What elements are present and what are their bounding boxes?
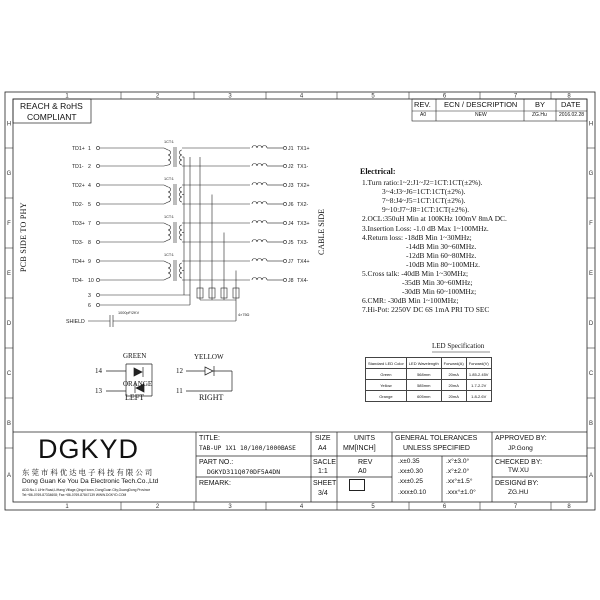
grid-column-label: 8	[567, 93, 571, 100]
primary-coil	[168, 263, 171, 268]
right-led-position: RIGHT	[199, 393, 224, 402]
secondary-coil	[180, 160, 183, 165]
primary-coil	[168, 273, 171, 278]
choke-coil	[262, 221, 267, 223]
pin-terminal	[96, 183, 99, 186]
led-spec-cell: Orange	[366, 391, 407, 402]
rj45-terminal	[283, 202, 286, 205]
electrical-spec-line: 4.Return loss: -18dB Min 1~30MHz;	[362, 232, 472, 242]
choke-coil	[252, 240, 257, 243]
secondary-coil	[180, 192, 183, 197]
led-spec-row	[366, 380, 492, 391]
electrical-spec-line: 1.Turn ratio:1~2:J1~J2=1CT:1CT(±2%).	[362, 178, 483, 187]
rj45-terminal	[283, 278, 286, 281]
led-spec-header: Forward(V)	[466, 358, 491, 369]
led-spec-cell: 20mA	[441, 391, 466, 402]
rj45-signal-label: TX3+	[297, 221, 310, 227]
secondary-coil	[180, 235, 183, 240]
schematic	[88, 146, 287, 328]
sheet-label: SHEET	[313, 480, 337, 487]
led-spec-cell: 20mA	[441, 369, 466, 380]
checked-label: CHECKED BY:	[495, 459, 543, 466]
rev-header: REV.	[414, 100, 431, 109]
electrical-spec-line: 7.Hi-Pot: 2250V DC 6S 1mA PRI TO SEC	[362, 305, 490, 315]
rev-value: A0	[420, 112, 427, 118]
pin-terminal	[96, 146, 99, 149]
pin-name-label: TD1-	[72, 164, 84, 170]
rj45-signal-label: TX2-	[297, 202, 309, 208]
primary-coil	[168, 192, 171, 197]
electrical-spec-line: 5.Cross talk: -40dB Min 1~30MHz;	[362, 269, 469, 278]
title-value: TAB-UP 1X1 10/100/1000BASE	[199, 445, 296, 452]
choke-coil	[252, 146, 257, 149]
grid-column-label: 5	[371, 504, 375, 510]
resistor-network-label: 4×75Ω	[238, 313, 250, 317]
choke-coil	[262, 278, 267, 281]
led-spec-cell: Yellow	[366, 380, 407, 391]
rj45-pin-label: J6	[288, 202, 294, 208]
rj45-terminal	[283, 259, 286, 262]
grid-row-label: G	[6, 171, 12, 177]
grid-column-label: 7	[513, 93, 518, 100]
compliance-line2: COMPLIANT	[27, 112, 77, 122]
grid-column-label: 1	[65, 504, 69, 510]
led-spec-row	[366, 391, 492, 402]
secondary-coil	[180, 230, 183, 235]
led-spec-cell: Green	[366, 369, 407, 380]
transformer-ratio-label: 1CT:1	[164, 177, 174, 181]
rj45-pin-label: J4	[288, 221, 294, 227]
pin-number-label: 5	[88, 202, 91, 208]
left-led-pin-top: 14	[95, 367, 102, 375]
green-led-label: GREEN	[123, 352, 147, 360]
left-led-position: LEFT	[125, 393, 145, 402]
led-spec-cell: 1.7-2.2V	[466, 380, 491, 391]
company-name-en: Dong Guan Ke You Da Electronic Tech.Co.,Ltd	[22, 478, 159, 485]
grid-row-label: C	[6, 371, 12, 377]
grid-row-label: B	[6, 421, 12, 427]
size-label: SIZE	[315, 435, 331, 442]
primary-coil	[168, 187, 171, 192]
secondary-coil	[180, 273, 183, 278]
rj45-terminal	[283, 221, 286, 224]
grid-column-label: 3	[228, 504, 232, 510]
company-address: ADD:No.1 LiHe Road,LiHang Village,Qingxi town, DongGuan City,GuangDong Province	[22, 488, 151, 492]
date-header: DATE	[561, 100, 581, 109]
choke-coil	[262, 183, 267, 186]
yellow-led-label: YELLOW	[194, 353, 224, 361]
led-spec-cell: 568mm	[406, 369, 441, 380]
pin-number-label: 4	[88, 183, 91, 189]
pin-name-label: TD3+	[72, 221, 85, 227]
electrical-spec-line: -12dB Min 60~80MHz.	[406, 250, 477, 260]
sheet-value: 3/4	[318, 490, 328, 497]
choke-coil	[262, 202, 267, 205]
pin-name-label: TD2+	[72, 183, 85, 189]
green-led-diode	[134, 368, 142, 376]
choke-coil	[252, 278, 257, 281]
choke-coil	[262, 164, 267, 167]
electrical-spec-line: -14dB Min 30~60MHz.	[406, 241, 477, 251]
left-led-pin-bottom: 13	[95, 387, 102, 395]
choke-coil	[257, 221, 262, 223]
rev-label: REV	[358, 459, 373, 466]
choke-coil	[262, 240, 267, 243]
pin-name-label: TD1+	[72, 146, 85, 152]
primary-coil	[168, 197, 171, 202]
pin-number-label: 2	[88, 164, 91, 170]
electrical-spec-line: 3.Insertion Loss: -1.0 dB Max 1~100MHz.	[362, 223, 489, 233]
tolerance-title-1: GENERAL TOLERANCES	[395, 435, 478, 442]
led-spec-cell: 1.85-2.45V	[466, 369, 491, 380]
scale-value: 1:1	[318, 468, 328, 475]
led-spec-header: Standard LED Color	[366, 358, 407, 369]
grid-row-label: A	[588, 473, 594, 479]
grid-row-label: F	[589, 221, 593, 227]
rj45-pin-label: J5	[288, 240, 294, 246]
led-spec-row	[366, 369, 492, 380]
grid-column-label: 7	[513, 504, 518, 510]
choke-coil	[257, 240, 262, 243]
by-value: ZG.Hu	[532, 112, 547, 118]
secondary-coil	[180, 155, 183, 160]
rev-value-block: A0	[358, 468, 367, 475]
grid-row-label: G	[588, 171, 594, 177]
grid-column-label: 6	[442, 504, 447, 510]
rj45-terminal	[283, 240, 286, 243]
pin-terminal	[96, 164, 99, 167]
rj45-pin-label: J1	[288, 146, 294, 152]
pin-name-label: TD4+	[72, 259, 85, 265]
company-contact: Tel:+86-0769-87334608; Fax:+86-0769-87847139 WWW.DGKYD.COM	[22, 493, 127, 497]
choke-coil	[257, 278, 262, 281]
primary-coil	[168, 155, 171, 160]
shield-label: SHIELD	[66, 319, 85, 325]
grid-column-label: 2	[155, 93, 160, 100]
approved-value: JP.Gong	[508, 445, 533, 452]
grid-column-label: 6	[442, 93, 447, 100]
grid-row-label: H	[588, 121, 594, 128]
tolerance-value: .x°±2.0°	[446, 468, 470, 475]
pin-terminal	[96, 303, 99, 306]
tolerance-value: .x±0.35	[398, 458, 420, 465]
pin-name-label: TD3-	[72, 240, 84, 246]
stamp-icon	[349, 479, 365, 491]
part-no-value: DGKYD311Q070DF5A4DN	[207, 468, 281, 476]
ecn-header: ECN / DESCRIPTION	[444, 100, 518, 109]
pcb-side-label: PCB SIDE TO PHY	[19, 202, 28, 272]
part-no-label: PART NO.:	[199, 459, 234, 466]
approved-label: APPROVED BY:	[495, 435, 547, 442]
grid-row-label: E	[588, 271, 594, 277]
pin-number-label: 1	[88, 146, 91, 152]
compliance-line1: REACH & RoHS	[20, 101, 83, 111]
date-value: 2016.02.28	[559, 112, 585, 118]
orange-led-label: ORANGE	[123, 380, 153, 388]
led-spec-table	[365, 357, 492, 402]
pin-name-label: TD4-	[72, 278, 84, 284]
rj45-signal-label: TX1-	[297, 164, 309, 170]
pin-terminal	[96, 278, 99, 281]
grid-column-label: 8	[567, 504, 571, 510]
rj45-signal-label: TX3-	[297, 240, 309, 246]
schematic-labels	[66, 140, 310, 325]
led-spec-header: Forward(A)	[441, 358, 466, 369]
choke-coil	[252, 183, 257, 186]
rj45-terminal	[283, 164, 286, 167]
grid-row-label: B	[588, 421, 594, 427]
transformer-ratio-label: 1CT:1	[164, 253, 174, 257]
primary-coil	[168, 160, 171, 165]
choke-coil	[257, 183, 262, 186]
led-spec-cell: 605mm	[406, 391, 441, 402]
company-logo: DGKYD	[38, 434, 140, 464]
grid-column-label: 2	[155, 504, 160, 510]
led-spec-cell: 20mA	[441, 380, 466, 391]
units-value: MM[INCH]	[343, 445, 376, 452]
ecn-value: NEW	[475, 112, 487, 118]
title-label: TITLE:	[199, 435, 221, 442]
electrical-spec-line: 6.CMR: -30dB Min 1~100MHz;	[362, 296, 459, 306]
choke-coil	[252, 259, 257, 262]
pin-terminal	[96, 240, 99, 243]
rj45-pin-label: J8	[288, 278, 294, 284]
transformer-ratio-label: 1CT:1	[164, 140, 174, 144]
grid-row-label: C	[588, 371, 594, 377]
by-header: BY	[535, 100, 546, 109]
electrical-spec-line: -10dB Min 80~100MHz.	[406, 259, 481, 269]
grid-row-label: F	[7, 221, 11, 227]
right-led-pin-bottom: 11	[176, 387, 183, 395]
primary-coil	[168, 230, 171, 235]
electrical-spec-line: 3~4:J3~J6=1CT:1CT(±2%).	[382, 187, 466, 197]
rj45-pin-label: J3	[288, 183, 294, 189]
pin-terminal	[96, 293, 99, 296]
led-spec-cell: 585mm	[406, 380, 441, 391]
primary-coil	[168, 235, 171, 240]
choke-coil	[257, 146, 262, 149]
electrical-title: Electrical:	[360, 167, 396, 176]
led-spec-cell: 1.8-2.6V	[466, 391, 491, 402]
tolerance-value: .x°±3.0°	[446, 458, 470, 465]
primary-coil	[168, 225, 171, 230]
tolerance-value: .xx±0.30	[398, 468, 423, 475]
pin-number-label: 3	[88, 293, 91, 299]
company-name-cn: 东 莞 市 科 优 达 电 子 科 技 有 限 公 司	[22, 468, 153, 477]
choke-coil	[252, 164, 257, 167]
electrical-spec-line: 7~8:J4~J5=1CT:1CT(±2%).	[382, 196, 466, 206]
pin-terminal	[96, 259, 99, 262]
tolerance-value: .xxx±0.10	[398, 489, 427, 496]
scale-label: SACLE	[313, 459, 336, 466]
capacitor-label: 1000pF/2KV	[118, 311, 140, 315]
choke-coil	[257, 164, 262, 167]
led-spec-title: LED Specification	[432, 342, 485, 350]
pin-number-label: 6	[88, 303, 91, 309]
tolerance-value: .xx±0.25	[398, 478, 423, 485]
rj45-terminal	[283, 146, 286, 149]
rj45-signal-label: TX4-	[297, 278, 309, 284]
pin-number-label: 10	[88, 278, 94, 284]
tolerance-title-2: UNLESS SPECIFIED	[403, 445, 470, 452]
secondary-coil	[180, 150, 183, 155]
units-label: UNITS	[354, 435, 375, 442]
pin-terminal	[96, 202, 99, 205]
rj45-terminal	[283, 183, 286, 186]
pin-number-label: 8	[88, 240, 91, 246]
electrical-spec-line: 2.OCL:350uH Min at 100KHz 100mV 8mA DC.	[362, 214, 507, 224]
rj45-pin-label: J7	[288, 259, 294, 265]
grid-row-label: D	[588, 321, 594, 327]
pin-number-label: 9	[88, 259, 91, 265]
pin-terminal	[96, 221, 99, 224]
secondary-coil	[180, 268, 183, 273]
choke-coil	[257, 259, 262, 262]
grid-column-label: 1	[65, 93, 69, 100]
electrical-spec-line: 9~10:J7~J8=1CT:1CT(±2%).	[382, 205, 470, 215]
electrical-spec-line: -30dB Min 60~100MHz;	[402, 287, 477, 297]
pin-number-label: 7	[88, 221, 91, 227]
yellow-led-diode	[205, 367, 213, 375]
designed-value: ZG.HU	[508, 489, 529, 496]
grid-column-label: 4	[299, 504, 304, 510]
led-spec-header: LED Wavelength	[406, 358, 441, 369]
choke-coil	[262, 259, 267, 262]
transformer-ratio-label: 1CT:1	[164, 215, 174, 219]
secondary-coil	[180, 263, 183, 268]
choke-coil	[257, 202, 262, 205]
cable-side-label: CABLE SIDE	[317, 209, 326, 255]
tolerance-value: .xx°±1.5°	[446, 478, 473, 485]
rj45-signal-label: TX1+	[297, 146, 310, 152]
designed-label: DESIGNd BY:	[495, 480, 539, 487]
rj45-signal-label: TX4+	[297, 259, 310, 265]
secondary-coil	[180, 225, 183, 230]
secondary-coil	[180, 187, 183, 192]
pin-name-label: TD2-	[72, 202, 84, 208]
grid-row-label: H	[6, 121, 12, 128]
grid-row-label: A	[6, 473, 12, 479]
size-value: A4	[318, 445, 327, 452]
right-led-pin-top: 12	[176, 367, 183, 375]
rj45-pin-label: J2	[288, 164, 294, 170]
choke-coil	[262, 146, 267, 149]
choke-coil	[252, 202, 257, 205]
checked-value: TW.XU	[508, 467, 529, 474]
primary-coil	[168, 268, 171, 273]
rj45-signal-label: TX2+	[297, 183, 310, 189]
grid-row-label: E	[6, 271, 12, 277]
electrical-spec-line: -35dB Min 30~60MHz;	[402, 278, 473, 288]
grid-column-label: 5	[371, 93, 375, 100]
tolerance-value: .xxx°±1.0°	[446, 489, 476, 496]
primary-coil	[168, 150, 171, 155]
grid-column-label: 4	[299, 93, 304, 100]
grid-column-label: 3	[228, 93, 232, 100]
grid-row-label: D	[6, 321, 12, 327]
choke-coil	[252, 221, 257, 223]
secondary-coil	[180, 197, 183, 202]
remark-label: REMARK:	[199, 480, 231, 487]
